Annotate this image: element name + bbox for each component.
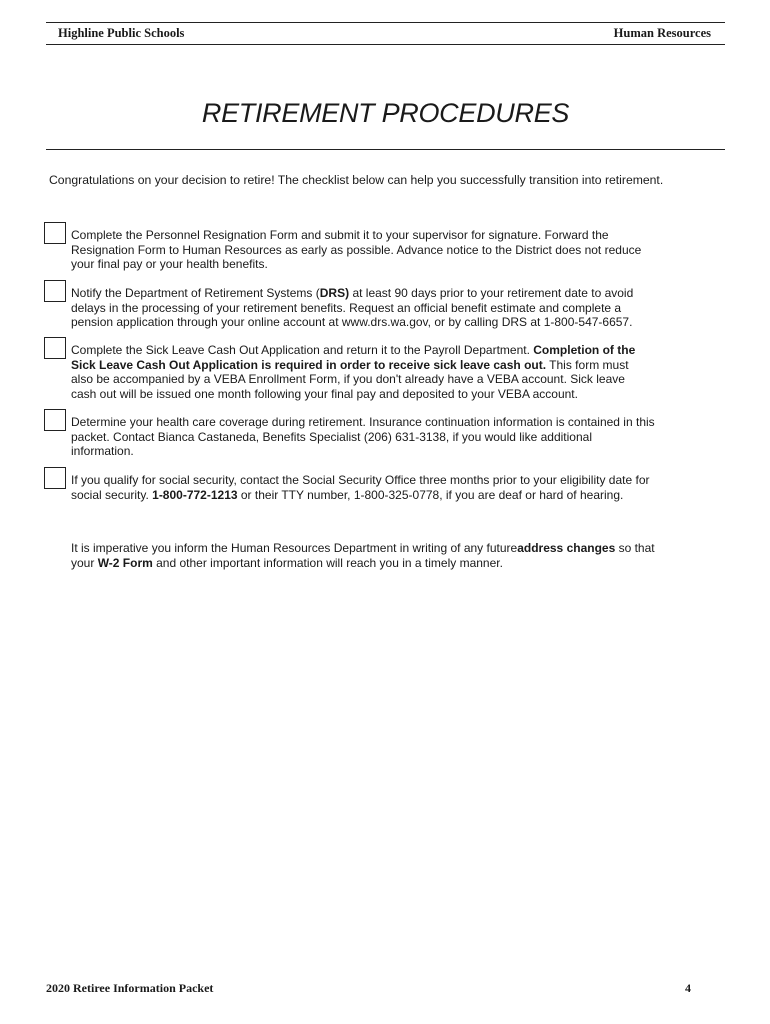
checklist-item-text: If you qualify for social security, contact the Social Security Office three months prior to your eligibility date for social security. 1-800-772-1213 or their TTY number, 1-800-325-0778, if you are deaf or hard of hearing. <box>71 473 650 502</box>
checkbox[interactable] <box>44 467 66 489</box>
department-name: Human Resources <box>613 26 711 40</box>
checkbox[interactable] <box>44 337 66 359</box>
checklist-item-text: Complete the Personnel Resignation Form and submit it to your supervisor for signature. Forward the Resignation Form to Human Resources as early as possible. Advance notice to the District does not reduce your final pay or your health benefits. <box>71 228 642 272</box>
checkbox[interactable] <box>44 222 66 244</box>
checklist-item-text: Notify the Department of Retirement Systems (DRS) at least 90 days prior to your retirement date to avoid delays in the processing of your retirement benefits. Request an official benefit estimate and complete a pension application through your online account at www.drs.wa.gov, or by calling DRS at 1-800-547-6657. <box>71 286 634 330</box>
intro-text: Congratulations on your decision to retire! The checklist below can help you successfully transition into retirement. <box>49 173 664 187</box>
page-number: 4 <box>685 981 691 995</box>
page-header <box>46 22 725 45</box>
page-title: RETIREMENT PROCEDURES <box>201 98 570 128</box>
checklist-item-text: Complete the Sick Leave Cash Out Application and return it to the Payroll Department. Completion of the Sick Leave Cash Out Application is required in order to receive sick leave cash out. This form must also be accompanied by a VEBA Enrollment Form, if you don't already have a VEBA account. Sick leave cash out will be issued one month following your final pay and deposited to your VEBA account. <box>71 343 636 402</box>
district-name: Highline Public Schools <box>58 26 185 40</box>
important-note: It is imperative you inform the Human Resources Department in writing of any futureaddress changes so that your W-2 Form and other important information will reach you in a timely manner. <box>71 541 655 570</box>
checklist-item-text: Determine your health care coverage during retirement. Insurance continuation information is contained in this packet. Contact Bianca Castaneda, Benefits Specialist (206) 631-3138, if you would like additional information. <box>71 415 655 459</box>
checkbox[interactable] <box>44 409 66 431</box>
title-divider <box>46 149 725 150</box>
footer-title: 2020 Retiree Information Packet <box>46 981 214 995</box>
checkbox[interactable] <box>44 280 66 302</box>
